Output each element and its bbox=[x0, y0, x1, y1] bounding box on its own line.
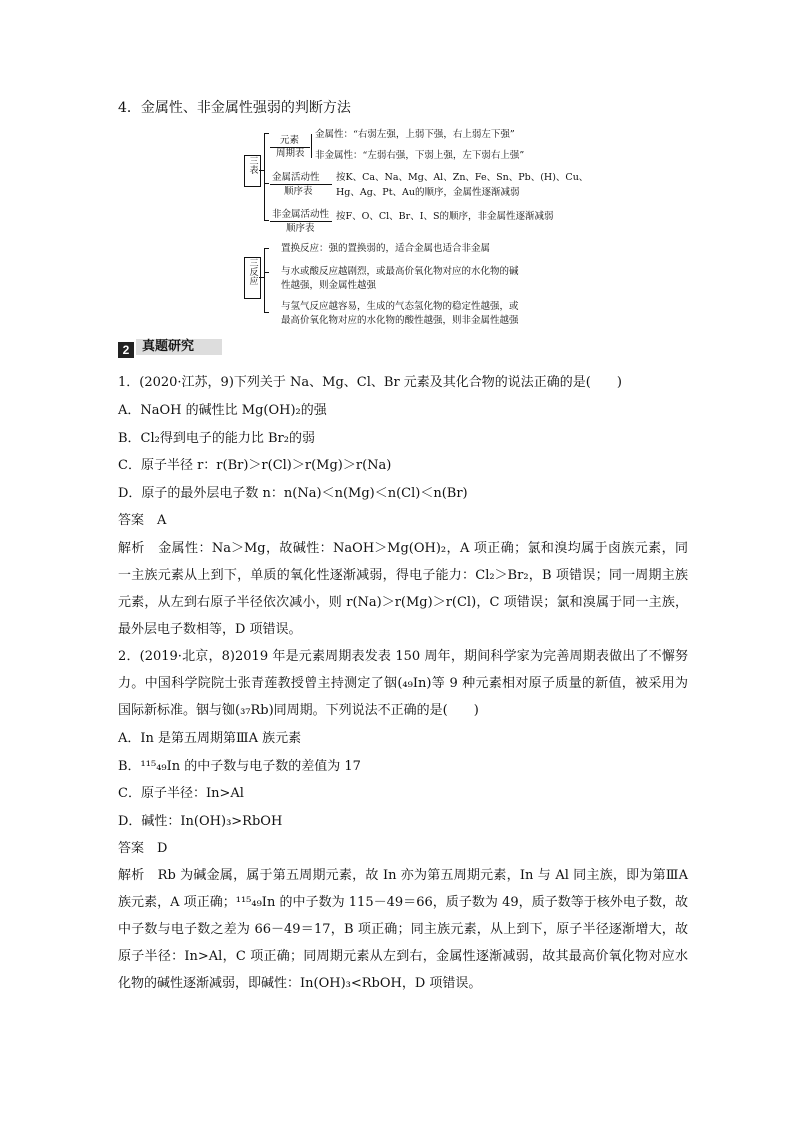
brace-reactions-vert bbox=[264, 248, 265, 312]
periodic-table-label2: 周期表 bbox=[276, 148, 305, 159]
metal-activity-label: 金属活动性 bbox=[272, 172, 320, 183]
box-three-reactions-label: 三反应 bbox=[247, 258, 258, 285]
metal-activity-label2: 顺序表 bbox=[284, 186, 313, 197]
q2-analysis: 解析 Rb 为碱金属，属于第五周期元素，故 In 亦为第五周期元素，In 与 Al 同主族，即为第ⅢA 族元素，A 项正确；¹¹⁵₄₉In 的中子数为 115－49＝66，质子数为 49，质子数等于核外电子数，故中子数与电子数之差为 66－49＝17，B 项正确；同主族元素，从上到下，原子半径逐渐增大，故原子半径：In>Al，C 项正确；同周期元素从左到右，金属性逐渐减弱，故其最高价氧化物对应水化物的碱性逐渐减弱，即碱性：In(OH)₃<RbOH，D 项错误。 bbox=[118, 868, 688, 991]
q1-option-b: B．Cl₂得到电子的能力比 Br₂的弱 bbox=[118, 431, 315, 446]
connector bbox=[264, 133, 269, 134]
q2-option-a: A．In 是第五周期第ⅢA 族元素 bbox=[118, 731, 302, 746]
q2-answer: 答案 D bbox=[118, 841, 168, 856]
connector bbox=[264, 183, 269, 184]
connector bbox=[264, 312, 269, 313]
connector bbox=[259, 277, 264, 278]
reaction-3a: 与氢气反应越容易，生成的气态氢化物的稳定性越强，或 bbox=[281, 301, 519, 312]
section-header bbox=[118, 339, 678, 357]
connector bbox=[259, 170, 264, 171]
box-three-tables-label: 三表 bbox=[247, 156, 258, 174]
reaction-1: 置换反应：强的置换弱的，适合金属也适合非金属 bbox=[281, 243, 491, 254]
periodic-table-label: 元素 bbox=[280, 135, 300, 146]
section-heading: 4．金属性、非金属性强弱的判断方法 bbox=[118, 100, 351, 116]
q1-stem: 1．(2020·江苏，9)下列关于 Na、Mg、Cl、Br 元素及其化合物的说法正确的是( ) bbox=[118, 375, 622, 390]
q1-option-a: A．NaOH 的碱性比 Mg(OH)₂的强 bbox=[118, 403, 327, 418]
q2-stem: 2．(2019·北京，8)2019 年是元素周期表发表 150 周年，期间科学家为完善周期表做出了不懈努力。中国科学院院士张青莲教授曾主持测定了铟(₄₉In)等 9 种元素相对原子质量的新值，被采用为国际新标准。铟与铷(₃₇Rb)同周期。下列说法不正确的是( ) bbox=[118, 649, 688, 718]
brace-periodic bbox=[311, 134, 312, 158]
connector bbox=[264, 272, 269, 273]
nonmetal-rule: 非金属性：“左弱右强，下弱上强，左下弱右上强” bbox=[315, 150, 525, 161]
section-number: 2 bbox=[118, 342, 134, 358]
connector bbox=[264, 220, 269, 221]
connector bbox=[264, 248, 269, 249]
underline bbox=[270, 221, 332, 222]
q1-answer: 答案 A bbox=[118, 513, 167, 528]
box-three-tables bbox=[244, 155, 261, 187]
metal-rule: 金属性：“右弱左强，上弱下强，右上弱左下强” bbox=[315, 129, 515, 140]
section-title: 真题研究 bbox=[142, 339, 195, 354]
q1-analysis: 解析 金属性：Na＞Mg，故碱性：NaOH＞Mg(OH)₂，A 项正确；氯和溴均属于卤族元素，同一主族元素从上到下，单质的氧化性逐渐减弱，得电子能力：Cl₂＞Br₂，B 项错误；同一周期主族元素，从左到右原子半径依次减小，则 r(Na)＞r(Mg)＞r(Cl)，C 项错误；氯和溴属于同一主族，最外层电子数相等，D 项错误。 bbox=[118, 541, 688, 637]
nonmetal-activity-label: 非金属活动性 bbox=[272, 209, 330, 220]
metal-activity-text2: Hg、Ag、Pt、Au的顺序，金属性逐渐减弱 bbox=[336, 187, 520, 198]
q2-option-d: D．碱性：In(OH)₃>RbOH bbox=[118, 814, 283, 829]
metal-activity-text1: 按K、Ca、Na、Mg、Al、Zn、Fe、Sn、Pb、(H)、Cu、 bbox=[336, 172, 589, 183]
reaction-2a: 与水或酸反应越剧烈，或最高价氧化物对应的水化物的碱 bbox=[281, 266, 519, 277]
reaction-2b: 性越强，则金属性越强 bbox=[281, 280, 377, 291]
nonmetal-activity-text: 按F、O、Cl、Br、I、S的顺序，非金属性逐渐减弱 bbox=[336, 211, 554, 222]
q2-option-c: C．原子半径：In>Al bbox=[118, 786, 244, 801]
brace-tables-vert bbox=[264, 133, 265, 221]
box-three-reactions bbox=[244, 257, 261, 299]
q1-option-c: C．原子半径 r：r(Br)＞r(Cl)＞r(Mg)＞r(Na) bbox=[118, 458, 392, 473]
underline bbox=[270, 184, 332, 185]
nonmetal-activity-label2: 顺序表 bbox=[286, 223, 315, 234]
q2-option-b: B．¹¹⁵₄₉In 的中子数与电子数的差值为 17 bbox=[118, 759, 361, 774]
q1-option-d: D．原子的最外层电子数 n：n(Na)＜n(Mg)＜n(Cl)＜n(Br) bbox=[118, 486, 468, 501]
reaction-3b: 最高价氧化物对应的水化物的酸性越强，则非金属性越强 bbox=[281, 315, 519, 326]
